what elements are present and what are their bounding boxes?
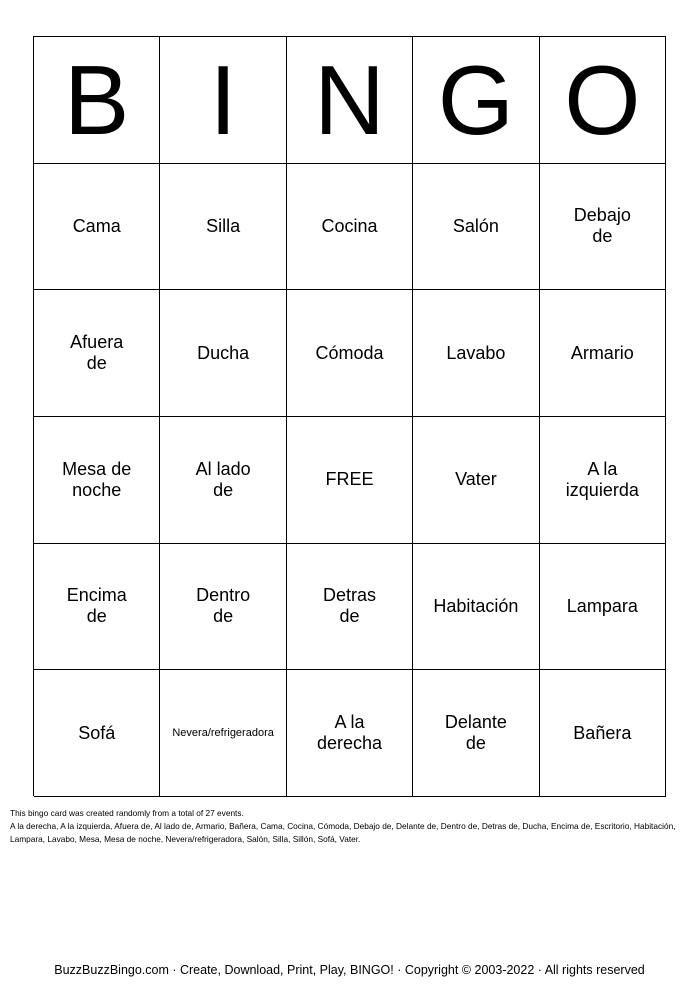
bingo-cell-text: Armario (570, 342, 634, 363)
bingo-cell (34, 670, 160, 797)
free-space-cell (287, 417, 413, 544)
bingo-cell (34, 164, 160, 291)
bingo-cell-text: Detras de (323, 585, 377, 627)
header-letter-g: G (413, 37, 539, 164)
bingo-row (34, 670, 666, 797)
bingo-row (34, 544, 666, 671)
bingo-cell (413, 670, 539, 797)
bingo-cell-text: Cómoda (315, 342, 384, 363)
bingo-cell-text: Lampara (566, 595, 638, 616)
bingo-cell-text: Mesa de noche (62, 458, 132, 500)
bingo-cell-text: Cocina (321, 215, 378, 236)
bingo-cell (160, 417, 286, 544)
footer-copyright: BuzzBuzzBingo.com · Create, Download, Print, Play, BINGO! · Copyright © 2003-2022 · All rights reserved (54, 963, 645, 977)
bingo-cell (160, 164, 286, 291)
bingo-cell-text: Lavabo (446, 342, 506, 363)
bingo-cell-text: Nevera/refrigeradora (172, 726, 274, 739)
bingo-cell (287, 544, 413, 671)
bingo-card (33, 36, 666, 796)
notes-total-line: This bingo card was created randomly from a total of 27 events. (10, 808, 244, 818)
bingo-cell-text: Al lado de (195, 458, 251, 500)
bingo-cell (540, 670, 666, 797)
bingo-cell-text: Dentro de (196, 585, 251, 627)
bingo-cell-text: Afuera de (70, 332, 124, 374)
bingo-cell-text: Delante de (444, 712, 507, 754)
bingo-cell-text: Sofá (78, 722, 116, 743)
bingo-header-row (34, 37, 666, 164)
bingo-cell (34, 290, 160, 417)
bingo-cell-text: A la derecha (316, 712, 383, 754)
header-letter-b: B (34, 37, 160, 164)
bingo-cell (540, 544, 666, 671)
bingo-cell-text: Silla (206, 215, 241, 236)
bingo-cell (160, 670, 286, 797)
bingo-cell (540, 417, 666, 544)
bingo-cell (34, 544, 160, 671)
bingo-row (34, 290, 666, 417)
bingo-cell-text: Cama (72, 215, 121, 236)
bingo-cell-text: Habitación (433, 595, 519, 616)
bingo-cell (540, 164, 666, 291)
bingo-cell (413, 417, 539, 544)
notes-word-list: A la derecha, A la izquierda, Afuera de, Al lado de, Armario, Bañera, Cama, Cocina, Cómoda, Debajo de, Delante de, Dentro de, Detras de, Ducha, Encima de, Escritorio, Habitación, Lampara, Lavabo, Mesa, Mesa de noche, Nevera/refrigeradora, Salón, Silla, Sillón, Sofá, Vater. (10, 821, 676, 844)
card-notes (10, 807, 690, 846)
bingo-cell-text: Bañera (573, 722, 632, 743)
bingo-cell (413, 290, 539, 417)
bingo-cell (34, 417, 160, 544)
bingo-cell (413, 544, 539, 671)
header-letter-o: O (540, 37, 666, 164)
bingo-cell (160, 290, 286, 417)
bingo-cell (287, 670, 413, 797)
bingo-row (34, 417, 666, 544)
bingo-cell-text: Debajo de (573, 205, 631, 247)
bingo-row (34, 164, 666, 291)
bingo-cell (287, 290, 413, 417)
header-letter-n: N (287, 37, 413, 164)
bingo-cell-text: Ducha (197, 342, 250, 363)
header-letter-i: I (160, 37, 286, 164)
bingo-cell-text: Encima de (66, 585, 127, 627)
bingo-cell (287, 164, 413, 291)
bingo-cell (413, 164, 539, 291)
bingo-cell (160, 544, 286, 671)
free-space-text: FREE (325, 469, 374, 490)
bingo-cell-text: Salón (452, 215, 499, 236)
bingo-cell (540, 290, 666, 417)
bingo-cell-text: Vater (455, 469, 497, 490)
bingo-cell-text: A la izquierda (565, 458, 639, 500)
